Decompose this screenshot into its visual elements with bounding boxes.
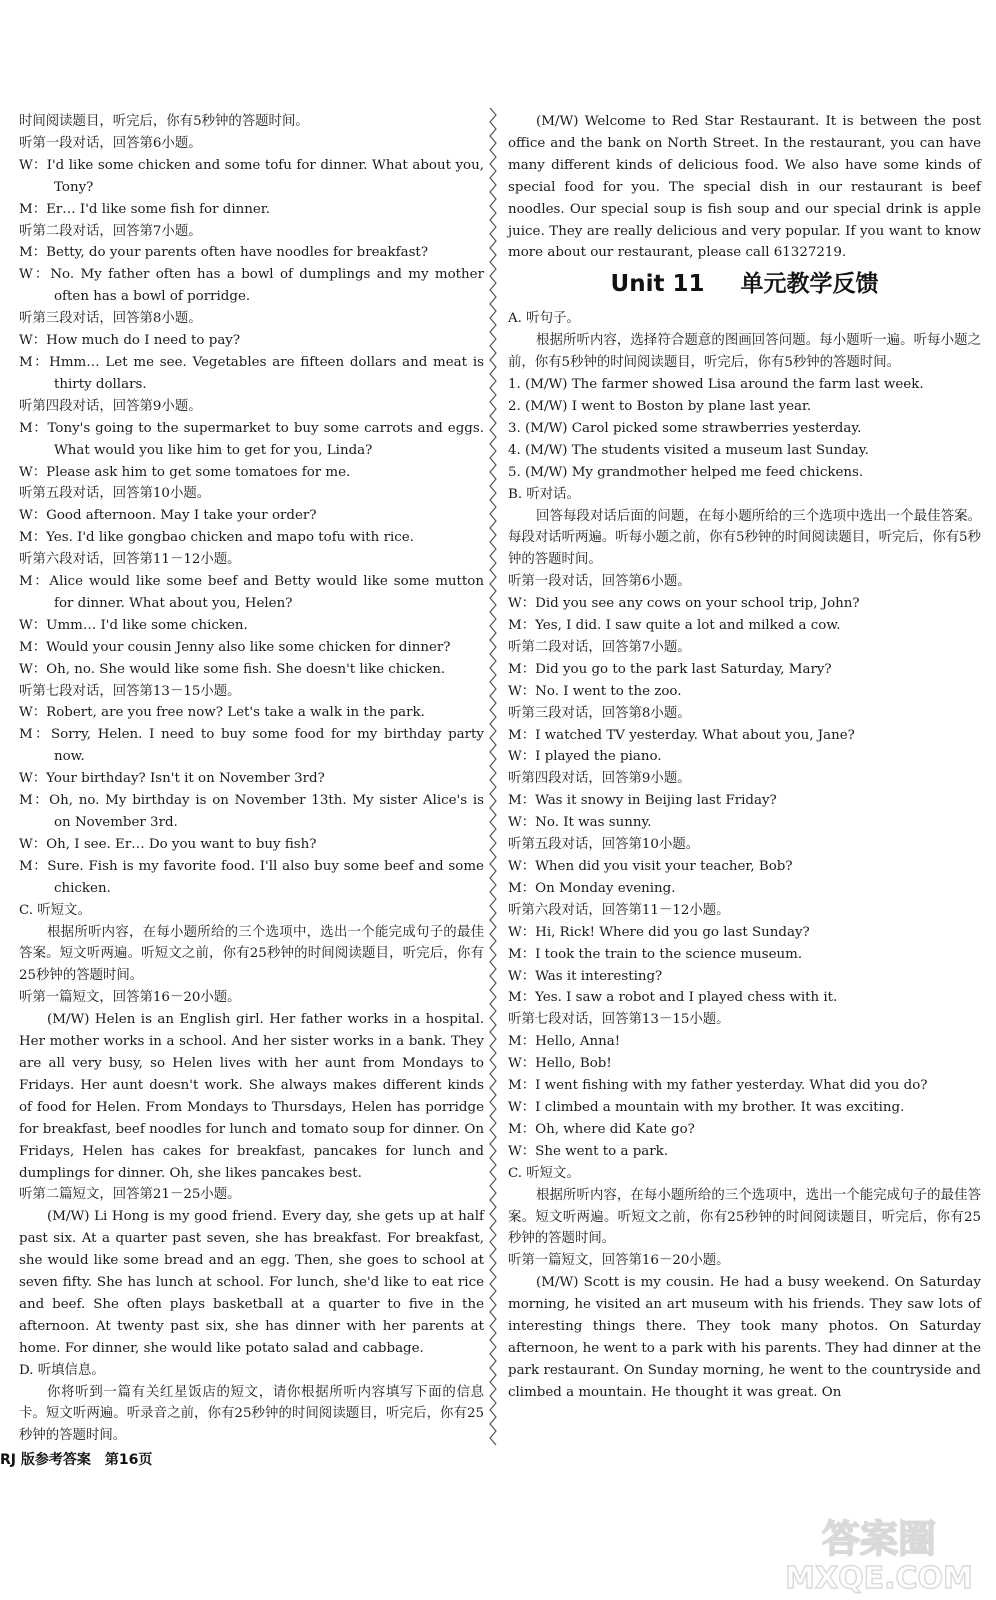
paragraph: (M/W) Li Hong is my good friend. Every day, she gets up at half past six. At a quarter past seven, she has breakfast. For breakfast, she would like some bread and an egg. Then, she goes to school at seven fifty. She has lunch at school. For lunch, she'd like to eat rice and beef. She often plays basketball at a quarter to five in the afternoon. At twenty past six, she has dinner with her parents at home. For dinner, she would like potato salad and cabbage. — [19, 1209, 484, 1356]
dialogue-line: M：Hello, Anna! — [508, 1034, 621, 1050]
right-top-text — [508, 111, 981, 264]
dialogue-line: W：Good afternoon. May I take your order? — [19, 508, 317, 524]
paragraph: 根据所听内容，在每小题所给的三个选项中，选出一个能完成句子的最佳答案。短文听两遍。听短文之前，你有25秒钟的时间阅读题目，听完后，你有25秒钟的答题时间。 — [19, 924, 484, 984]
page-footer: RJ 版参考答案 第16页 — [0, 1452, 153, 1468]
section-heading: 听第四段对话，回答第9小题。 — [19, 398, 202, 414]
section-heading: 听第一篇短文，回答第16－20小题。 — [19, 990, 241, 1006]
section-heading: 听第二段对话，回答第7小题。 — [508, 639, 691, 655]
dialogue-line: W：Umm… I'd like some chicken. — [19, 617, 248, 633]
dialogue-line: M：Oh, where did Kate go? — [508, 1121, 695, 1137]
dialogue-line: W：No. My father often has a bowl of dumplings and my mother often has a bowl of porridge. — [19, 267, 484, 305]
dialogue-line: M：Yes. I saw a robot and I played chess with it. — [508, 990, 838, 1006]
section-heading: 听第六段对话，回答第11－12小题。 — [508, 902, 730, 918]
dialogue-line: W：Please ask him to get some tomatoes for me. — [19, 464, 351, 480]
section-heading: 听第一篇短文，回答第16－20小题。 — [508, 1253, 730, 1269]
section-heading: 3. (M/W) Carol picked some strawberries yesterday. — [508, 420, 862, 436]
paragraph: (M/W) Welcome to Red Star Restaurant. It is between the post office and the bank on North Street. In the restaurant, you can have many different kinds of delicious food. We also have some kinds of special food for you. The special dish in our restaurant is beef noodles. Our special soup is fish soup and our special drink is apple juice. They are really delicious and very popular. If you want to know more about our restaurant, please call 61327219. — [508, 114, 981, 261]
dialogue-line: M：Sure. Fish is my favorite food. I'll also buy some beef and some chicken. — [19, 858, 484, 896]
paragraph: (M/W) Helen is an English girl. Her father works in a hospital. Her mother works in a school. And her sister works in a bank. They are all very busy, so Helen lives with her aunt from Mondays to Fridays. Her aunt doesn't work. She always makes different kinds of food for Helen. From Mondays to Thursdays, Helen has porridge for breakfast, beef noodles for lunch and tomato soup for dinner. On Fridays, Helen has cakes for breakfast, pancakes for lunch and dumplings for dinner. Oh, she likes pancakes best. — [19, 1012, 484, 1181]
paragraph: 回答每段对话后面的问题，在每小题所给的三个选项中选出一个最佳答案。每段对话听两遍。听每小题之前，你有5秒钟的时间阅读题目，听完后，你有5秒钟的答题时间。 — [508, 508, 981, 568]
paragraph: 时间阅读题目，听完后，你有5秒钟的答题时间。 — [19, 114, 309, 129]
section-heading: 听第一段对话，回答第6小题。 — [508, 574, 691, 590]
section-heading: C. 听短文。 — [508, 1165, 580, 1181]
section-heading: B. 听对话。 — [508, 486, 580, 502]
dialogue-line: W：She went to a park. — [508, 1143, 669, 1159]
section-heading: 2. (M/W) I went to Boston by plane last year. — [508, 398, 812, 414]
dialogue-line: M：On Monday evening. — [508, 880, 676, 896]
right-bottom-text — [508, 308, 981, 1403]
section-heading: 5. (M/W) My grandmother helped me feed chickens. — [508, 464, 864, 480]
dialogue-line: M：Sorry, Helen. I need to buy some food for my birthday party now. — [19, 727, 484, 765]
svg-text:MXQE.COM: MXQE.COM — [785, 1561, 973, 1594]
paragraph: 你将听到一篇有关红星饭店的短文，请你根据所听内容填写下面的信息卡。短文听两遍。听录音之前，你有25秒钟的时间阅读题目，听完后，你有25秒钟的答题时间。 — [19, 1384, 484, 1444]
column-divider — [488, 108, 498, 1448]
left-column — [19, 111, 484, 1447]
dialogue-line: M：Did you go to the park last Saturday, Mary? — [508, 661, 832, 677]
dialogue-line: M：Was it snowy in Beijing last Friday? — [508, 793, 777, 809]
paragraph: 根据所听内容，选择符合题意的图画回答问题。每小题听一遍。听每小题之前，你有5秒钟的时间阅读题目，听完后，你有5秒钟的答题时间。 — [508, 333, 981, 371]
dialogue-line: M：Yes, I did. I saw quite a lot and milked a cow. — [508, 618, 841, 634]
dialogue-line: M：Alice would like some beef and Betty would like some mutton for dinner. What about you, Helen? — [19, 574, 484, 611]
unit-number: Unit 11 — [610, 271, 705, 298]
dialogue-line: W：Your birthday? Isn't it on November 3rd? — [19, 771, 325, 787]
section-heading: 听第七段对话，回答第13－15小题。 — [19, 683, 241, 699]
section-heading: A. 听句子。 — [508, 311, 580, 327]
section-heading: C. 听短文。 — [19, 902, 91, 918]
dialogue-line: W：Oh, no. She would like some fish. She doesn't like chicken. — [19, 661, 446, 677]
dialogue-line: W：Did you see any cows on your school trip, John? — [508, 596, 860, 612]
unit-name: 单元教学反馈 — [740, 271, 879, 298]
dialogue-line: W：How much do I need to pay? — [19, 333, 241, 349]
section-heading: 1. (M/W) The farmer showed Lisa around the farm last week. — [508, 377, 924, 393]
section-heading: 听第五段对话，回答第10小题。 — [508, 837, 700, 853]
dialogue-line: M：Oh, no. My birthday is on November 13th. My sister Alice's is on November 3rd. — [19, 793, 484, 830]
section-heading: D. 听填信息。 — [19, 1362, 105, 1378]
dialogue-line: W：No. It was sunny. — [508, 815, 652, 831]
section-heading: 听第二段对话，回答第7小题。 — [19, 223, 202, 239]
dialogue-line: W：Robert, are you free now? Let's take a walk in the park. — [19, 705, 425, 721]
watermark-logo — [774, 1510, 984, 1594]
section-heading: 听第一段对话，回答第6小题。 — [19, 135, 202, 151]
section-heading: 听第三段对话，回答第8小题。 — [508, 705, 691, 721]
dialogue-line: W：No. I went to the zoo. — [508, 683, 682, 699]
dialogue-line: W：I climbed a mountain with my brother. It was exciting. — [508, 1099, 905, 1115]
section-heading: 4. (M/W) The students visited a museum last Sunday. — [508, 442, 869, 458]
dialogue-line: W：Oh, I see. Er… Do you want to buy fish? — [19, 836, 317, 852]
section-heading: 听第六段对话，回答第11－12小题。 — [19, 552, 241, 568]
dialogue-line: W：When did you visit your teacher, Bob? — [508, 859, 793, 874]
section-heading: 听第二篇短文，回答第21－25小题。 — [19, 1187, 241, 1203]
dialogue-line: W：Hi, Rick! Where did you go last Sunday? — [508, 924, 810, 940]
dialogue-line: M：Hmm… Let me see. Vegetables are fifteen dollars and meat is thirty dollars. — [19, 354, 484, 392]
section-heading: 听第五段对话，回答第10小题。 — [19, 486, 211, 502]
paragraph: 根据所听内容，在每小题所给的三个选项中，选出一个能完成句子的最佳答案。短文听两遍。听短文之前，你有25秒钟的时间阅读题目，听完后，你有25秒钟的答题时间。 — [508, 1187, 981, 1247]
right-column — [508, 111, 981, 1404]
dialogue-line: M：Would your cousin Jenny also like some chicken for dinner? — [19, 639, 451, 655]
dialogue-line: W：I'd like some chicken and some tofu for dinner. What about you, Tony? — [19, 157, 484, 195]
dialogue-line: W：Was it interesting? — [508, 968, 663, 984]
section-heading: 听第四段对话，回答第9小题。 — [508, 771, 691, 787]
dialogue-line: W：Hello, Bob! — [508, 1056, 612, 1072]
dialogue-line: M：I took the train to the science museum. — [508, 946, 803, 962]
paragraph: (M/W) Scott is my cousin. He had a busy weekend. On Saturday morning, he visited an art museum with his friends. They saw lots of interesting things there. They took many photos. On Saturday afternoon, he went to a park with his parents. They had dinner at the park restaurant. On Sunday morning, he went to the countryside and climbed a mountain. He thought it was great. On — [508, 1275, 981, 1400]
dialogue-line: M：Betty, do your parents often have noodles for breakfast? — [19, 245, 428, 261]
svg-text:答案圈: 答案圈 — [821, 1517, 937, 1561]
section-heading: 听第七段对话，回答第13－15小题。 — [508, 1012, 730, 1028]
dialogue-line: W：I played the piano. — [508, 749, 662, 765]
section-heading: 听第三段对话，回答第8小题。 — [19, 311, 202, 327]
dialogue-line: M：Er… I'd like some fish for dinner. — [19, 201, 270, 217]
dialogue-line: M：Yes. I'd like gongbao chicken and mapo tofu with rice. — [19, 530, 414, 546]
dialogue-line: M：I went fishing with my father yesterday. What did you do? — [508, 1078, 928, 1094]
unit-title — [508, 272, 981, 296]
dialogue-line: M：Tony's going to the supermarket to buy some carrots and eggs. What would you like him to get for you, Linda? — [19, 420, 484, 458]
dialogue-line: M：I watched TV yesterday. What about you, Jane? — [508, 727, 855, 743]
